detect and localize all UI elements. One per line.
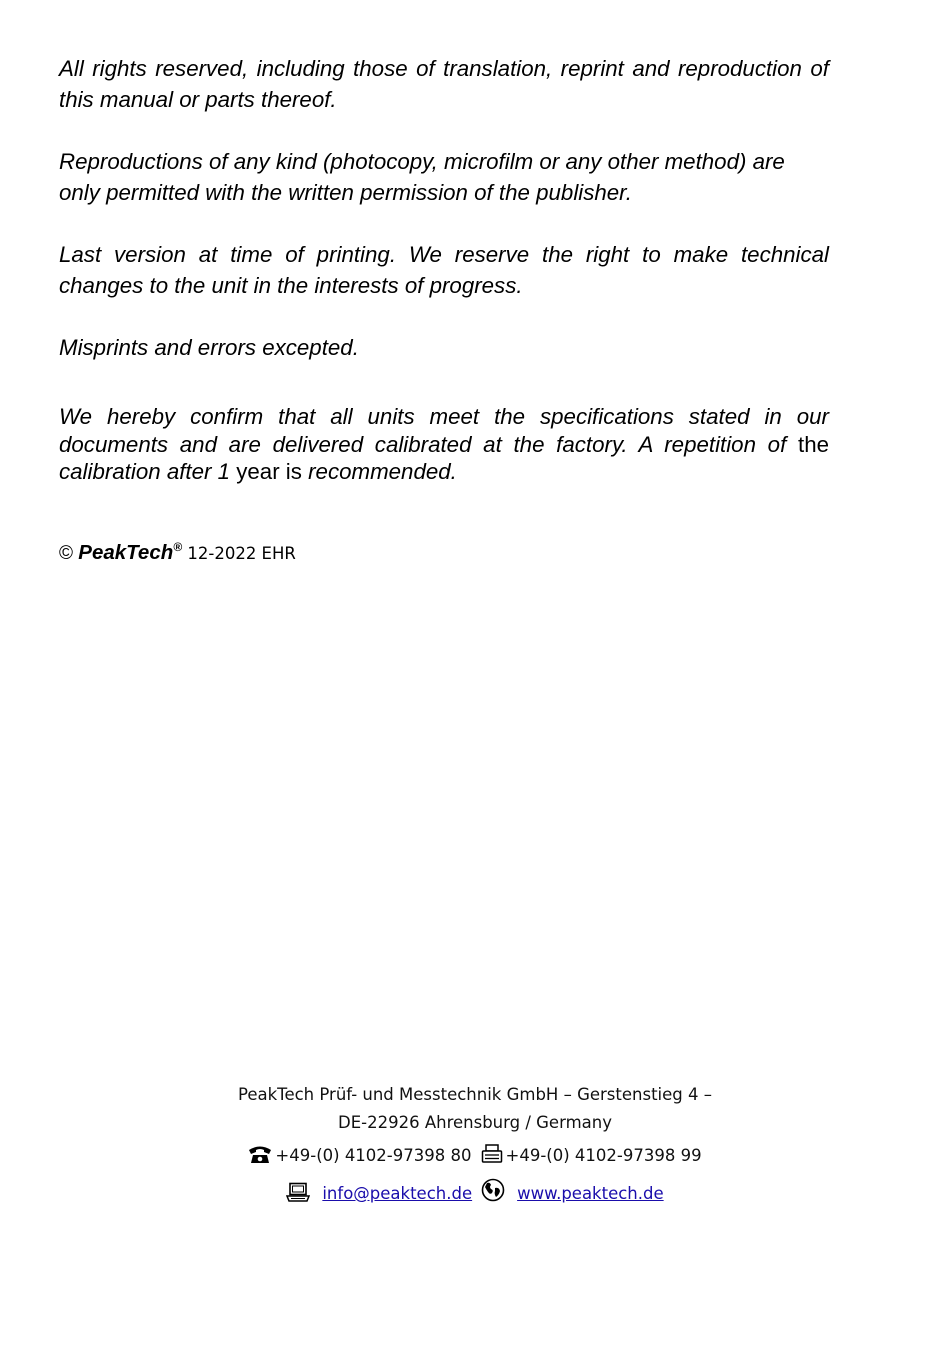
- fax-number: +49-(0) 4102-97398 99: [505, 1146, 702, 1165]
- brand-name: [78, 541, 182, 564]
- phone-number: +49-(0) 4102-97398 80: [275, 1146, 472, 1165]
- contact-phone-fax: [0, 1142, 950, 1173]
- confirmation-text-2: the: [786, 431, 829, 457]
- fax-icon: [481, 1144, 503, 1173]
- email-link[interactable]: info@peaktech.de: [322, 1184, 473, 1203]
- confirmation-text-3: calibration after 1: [59, 459, 231, 484]
- contact-web: [0, 1178, 950, 1211]
- brand-text: PeakTech: [78, 540, 174, 564]
- confirmation-text-1: We hereby confirm that all units meet the specifications stated in our documents and are delivered calibrated at the factory. A repetition of: [59, 404, 829, 457]
- date-code: 12-2022 EHR: [187, 543, 296, 563]
- calibration-confirmation-paragraph: [59, 403, 829, 486]
- rights-paragraph: All rights reserved, including those of translation, reprint and reproduction of this manual or parts thereof.: [59, 56, 829, 112]
- globe-icon: [481, 1178, 505, 1211]
- company-address-line-2: DE-22926 Ahrensburg / Germany: [338, 1113, 612, 1132]
- company-address-line-1: PeakTech Prüf- und Messtechnik GmbH – Gerstenstieg 4 –: [238, 1085, 712, 1104]
- computer-icon: [286, 1182, 310, 1211]
- misprints-paragraph: Misprints and errors excepted.: [59, 335, 359, 360]
- registered-mark: ®: [173, 540, 183, 554]
- website-link[interactable]: www.peaktech.de: [517, 1184, 664, 1203]
- copyright-line: [59, 532, 296, 569]
- telephone-icon: [248, 1144, 272, 1173]
- copyright-symbol: ©: [59, 542, 73, 564]
- confirmation-text-4: year is: [230, 459, 302, 484]
- confirmation-text-5: recommended.: [301, 459, 457, 484]
- last-version-paragraph: Last version at time of printing. We reserve the right to make technical changes to the unit in the interests of progress.: [59, 242, 829, 298]
- reproductions-paragraph: Reproductions of any kind (photocopy, microfilm or any other method) are only permitted with the written permission of the publisher.: [59, 149, 785, 205]
